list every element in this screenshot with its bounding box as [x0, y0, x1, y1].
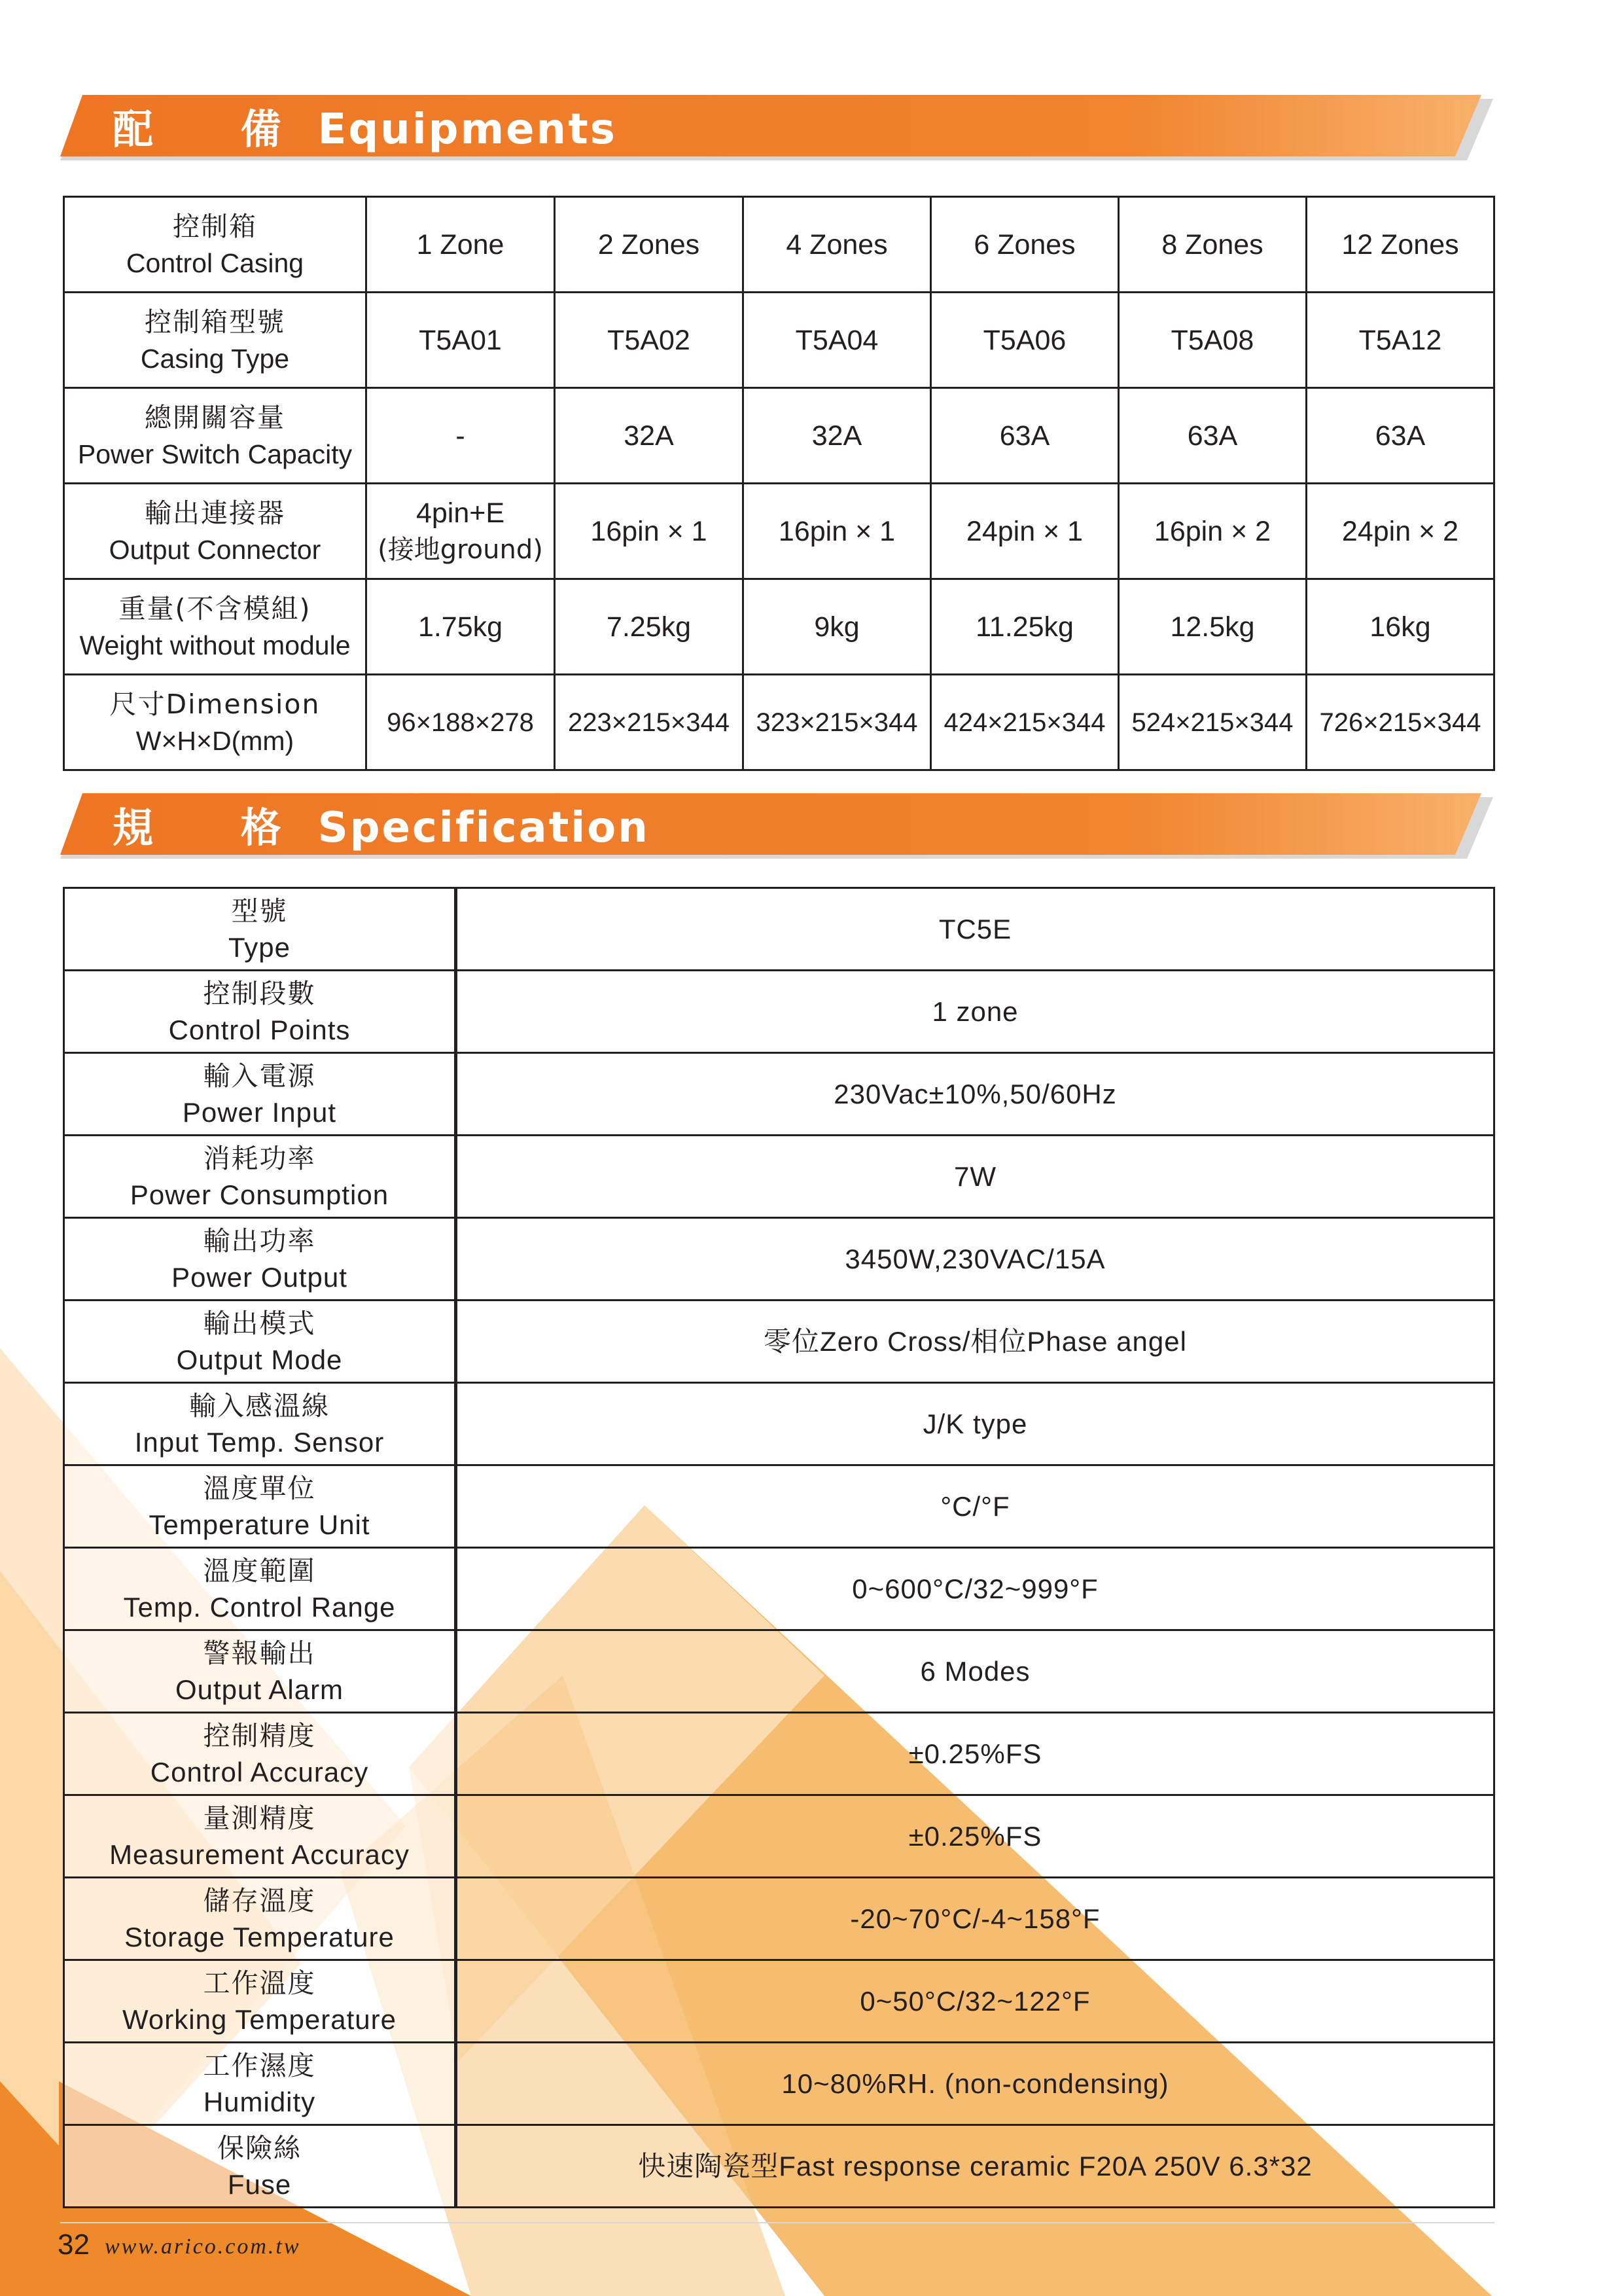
cell: TC5E — [456, 888, 1494, 971]
specification-banner — [60, 793, 1493, 863]
row-label: 總開關容量 Power Switch Capacity — [64, 388, 366, 484]
cell: 96×188×278 — [366, 675, 555, 770]
cell: T5A08 — [1119, 293, 1307, 388]
cell: 1 Zone — [366, 197, 555, 293]
cell: 24pin × 2 — [1307, 484, 1494, 579]
label-en: Power Consumption — [130, 1179, 389, 1210]
cell: 32A — [743, 388, 931, 484]
table-row — [64, 484, 1494, 579]
cell: 零位Zero Cross/相位Phase angel — [456, 1300, 1494, 1383]
cell: 6 Modes — [456, 1630, 1494, 1713]
row-label — [64, 1878, 456, 1960]
cell: 63A — [1307, 388, 1494, 484]
row-label — [64, 1383, 456, 1465]
row-label — [64, 888, 456, 971]
label-zh: 輸出模式 — [203, 1307, 316, 1339]
cell: 1.75kg — [366, 579, 555, 675]
label-zh: 儲存溫度 — [203, 1884, 316, 1916]
cell: 12 Zones — [1307, 197, 1494, 293]
label-zh: 工作溫度 — [203, 1967, 316, 1999]
cell: 快速陶瓷型Fast response ceramic F20A 250V 6.3*32 — [456, 2125, 1494, 2208]
cell: 726×215×344 — [1307, 675, 1494, 770]
specification-table — [63, 887, 1495, 2208]
table-row — [64, 2043, 1494, 2125]
cell: 524×215×344 — [1119, 675, 1307, 770]
table-row — [64, 971, 1494, 1053]
cell: 16pin × 2 — [1119, 484, 1307, 579]
row-label — [64, 1300, 456, 1383]
label-en: Storage Temperature — [124, 1921, 395, 1952]
row-label — [64, 2043, 456, 2125]
cell: 230Vac±10%,50/60Hz — [456, 1053, 1494, 1136]
label-zh: 控制精度 — [203, 1719, 316, 1751]
label-zh: 輸入感溫線 — [189, 1390, 330, 1422]
label-en: Input Temp. Sensor — [134, 1426, 385, 1458]
label-en: Control Accuracy — [150, 1756, 369, 1787]
cell: 16pin × 1 — [743, 484, 931, 579]
cell: 223×215×344 — [555, 675, 743, 770]
row-label — [64, 1713, 456, 1795]
footer-divider — [60, 2222, 1494, 2223]
cell-line: (接地ground) — [378, 534, 543, 565]
page-number: 32 — [58, 2229, 90, 2261]
cell: T5A12 — [1307, 293, 1494, 388]
label-zh: 控制段數 — [203, 977, 316, 1009]
label-zh: 溫度單位 — [203, 1472, 316, 1504]
cell: ±0.25%FS — [456, 1795, 1494, 1878]
row-label: 尺寸Dimension W×H×D(mm) — [64, 675, 366, 770]
cell-line: 4pin+E — [415, 497, 505, 529]
label-zh: 消耗功率 — [203, 1142, 316, 1174]
cell: -20~70°C/-4~158°F — [456, 1878, 1494, 1960]
cell: 8 Zones — [1119, 197, 1307, 293]
row-label — [64, 1053, 456, 1136]
cell: 24pin × 1 — [931, 484, 1119, 579]
cell: ±0.25%FS — [456, 1713, 1494, 1795]
row-label — [64, 1218, 456, 1300]
cell: T5A06 — [931, 293, 1119, 388]
table-row — [64, 1960, 1494, 2043]
cell: 4 Zones — [743, 197, 931, 293]
table-row — [64, 1795, 1494, 1878]
cell: 0~50°C/32~122°F — [456, 1960, 1494, 2043]
cell: °C/°F — [456, 1465, 1494, 1548]
table-row — [64, 1383, 1494, 1465]
row-label — [64, 971, 456, 1053]
table-row — [64, 1136, 1494, 1218]
cell: - — [366, 388, 555, 484]
table-row — [64, 2125, 1494, 2208]
row-label — [64, 2125, 456, 2208]
cell: 10~80%RH. (non-condensing) — [456, 2043, 1494, 2125]
label-en: Working Temperature — [122, 2003, 397, 2035]
table-row — [64, 888, 1494, 971]
label-zh: 溫度範圍 — [203, 1554, 316, 1587]
row-label: 輸出連接器 Output Connector — [64, 484, 366, 579]
cell: 16pin × 1 — [555, 484, 743, 579]
cell: 63A — [1119, 388, 1307, 484]
row-label: 重量(不含模組) Weight without module — [64, 579, 366, 675]
cell: 0~600°C/32~999°F — [456, 1548, 1494, 1630]
cell: 1 zone — [456, 971, 1494, 1053]
label-en: Output Alarm — [175, 1674, 344, 1705]
table-row — [64, 1218, 1494, 1300]
specification-title: 規 格Specification — [113, 804, 650, 852]
label-en: Control Points — [168, 1014, 351, 1045]
label-en: Measurement Accuracy — [109, 1839, 410, 1870]
table-row — [64, 1465, 1494, 1548]
label-en: Temp. Control Range — [123, 1591, 396, 1623]
cell: 9kg — [743, 579, 931, 675]
label-zh: 量測精度 — [203, 1802, 316, 1834]
table-row — [64, 1878, 1494, 1960]
cell — [366, 484, 555, 579]
table-row — [64, 293, 1494, 388]
row-label — [64, 1136, 456, 1218]
cell: 11.25kg — [931, 579, 1119, 675]
table-row — [64, 1548, 1494, 1630]
label-en: Power Input — [182, 1096, 337, 1128]
label-zh: 工作濕度 — [203, 2049, 316, 2081]
cell: 2 Zones — [555, 197, 743, 293]
row-label — [64, 1960, 456, 2043]
label-zh: 輸入電源 — [203, 1060, 316, 1092]
label-en: Fuse — [227, 2168, 292, 2200]
label-en: Humidity — [203, 2086, 316, 2117]
row-label: 控制箱 Control Casing — [64, 197, 366, 293]
equipments-table — [63, 196, 1495, 771]
label-en: Output Mode — [176, 1344, 343, 1375]
cell: 32A — [555, 388, 743, 484]
cell: 12.5kg — [1119, 579, 1307, 675]
row-label: 控制箱型號 Casing Type — [64, 293, 366, 388]
table-row — [64, 388, 1494, 484]
table-row — [64, 1713, 1494, 1795]
label-zh: 警報輸出 — [203, 1637, 316, 1669]
cell: 323×215×344 — [743, 675, 931, 770]
website-link[interactable]: www.arico.com.tw — [105, 2234, 301, 2259]
table-row — [64, 579, 1494, 675]
label-zh: 型號 — [231, 895, 288, 927]
cell: 7W — [456, 1136, 1494, 1218]
row-label — [64, 1630, 456, 1713]
cell: 3450W,230VAC/15A — [456, 1218, 1494, 1300]
label-en: Type — [228, 931, 291, 963]
label-en: Temperature Unit — [149, 1509, 370, 1540]
cell: T5A04 — [743, 293, 931, 388]
cell: 6 Zones — [931, 197, 1119, 293]
label-en: Power Output — [171, 1261, 347, 1293]
cell: 16kg — [1307, 579, 1494, 675]
cell: T5A02 — [555, 293, 743, 388]
cell: 7.25kg — [555, 579, 743, 675]
label-zh: 保險絲 — [217, 2132, 302, 2164]
equipments-title: 配 備Equipments — [113, 105, 617, 154]
row-label — [64, 1465, 456, 1548]
cell: J/K type — [456, 1383, 1494, 1465]
cell: 63A — [931, 388, 1119, 484]
table-row — [64, 1630, 1494, 1713]
table-row — [64, 675, 1494, 770]
table-row — [64, 1300, 1494, 1383]
row-label — [64, 1548, 456, 1630]
table-row — [64, 1053, 1494, 1136]
cell: T5A01 — [366, 293, 555, 388]
cell: 424×215×344 — [931, 675, 1119, 770]
equipments-banner — [60, 95, 1493, 164]
table-row — [64, 197, 1494, 293]
row-label — [64, 1795, 456, 1878]
label-zh: 輸出功率 — [203, 1225, 316, 1257]
